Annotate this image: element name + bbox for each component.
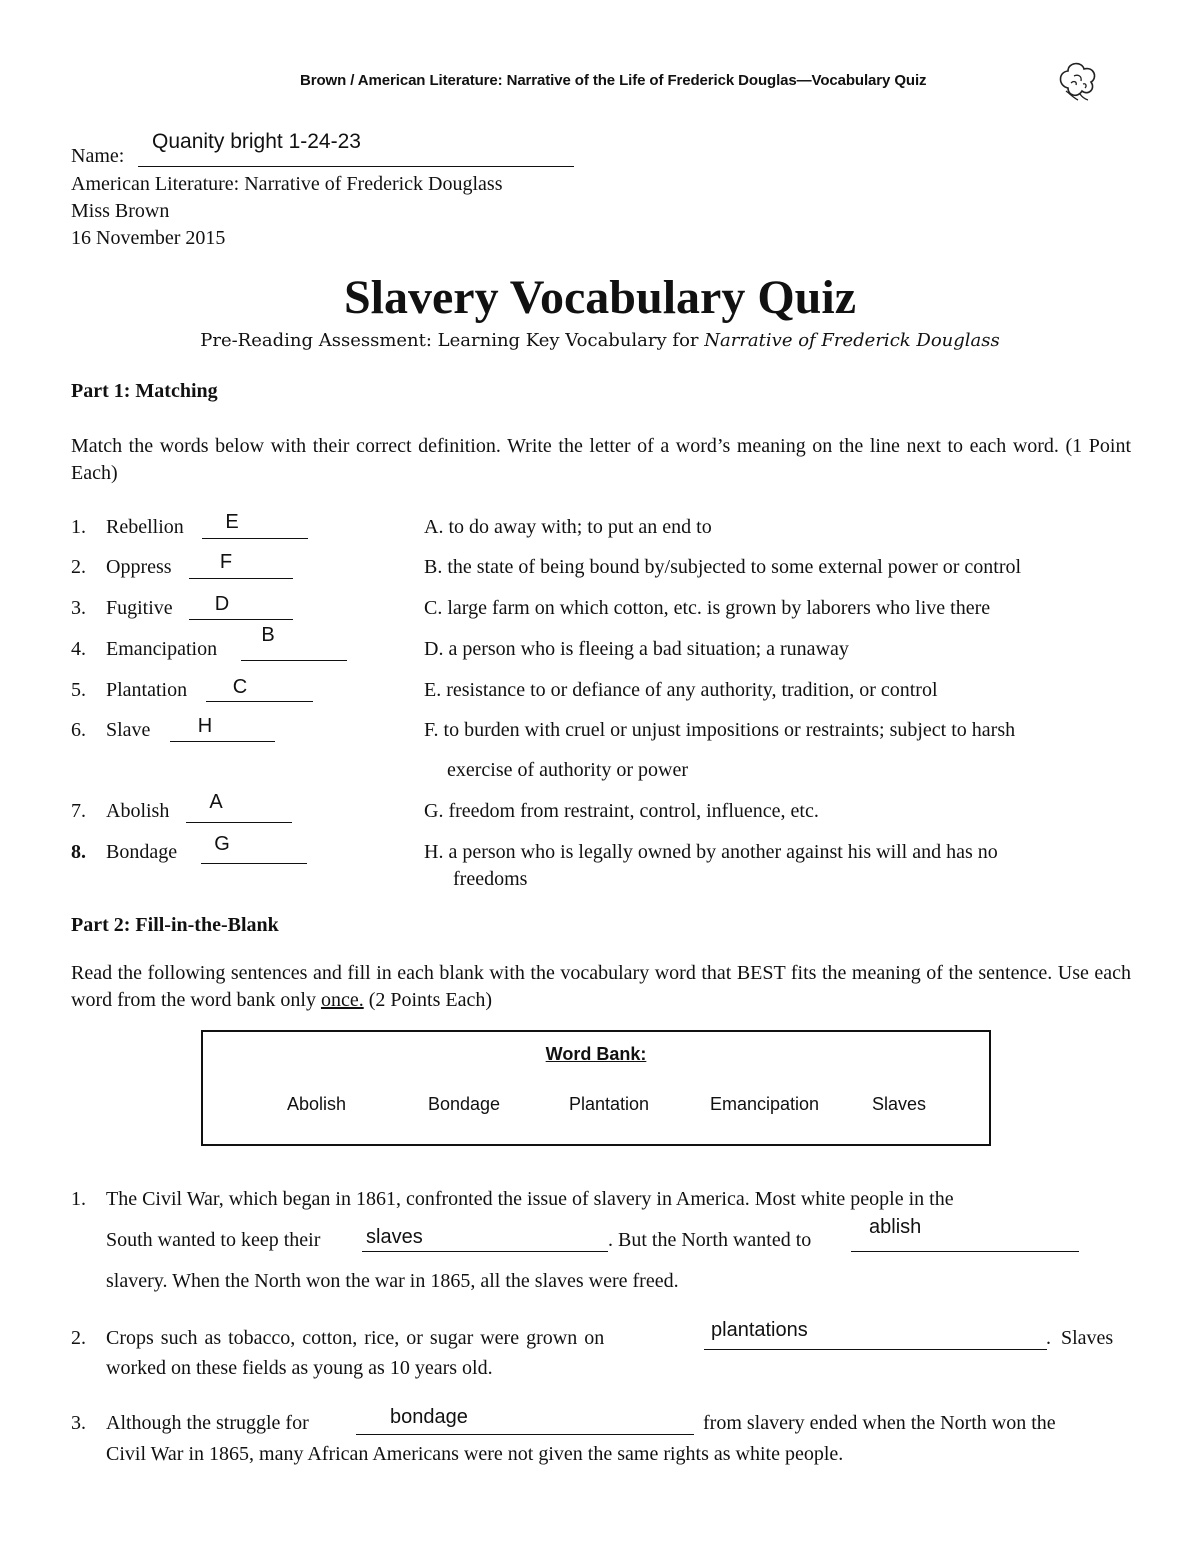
match-term: Rebellion bbox=[106, 516, 184, 538]
match-answer: A bbox=[209, 791, 223, 813]
word-bank-word: Bondage bbox=[428, 1094, 501, 1114]
cotton-boll-icon bbox=[1054, 58, 1100, 102]
definition: B. the state of being bound by/subjected to some external power or control bbox=[424, 556, 1022, 578]
definition: F. to burden with cruel or unjust impositions or restraints; subject to harsh bbox=[424, 719, 1016, 741]
page-subtitle bbox=[0, 330, 1200, 351]
item-number: 1. bbox=[71, 516, 86, 538]
question-text: The Civil War, which began in 1861, confronted the issue of slavery in America. Most white people in the bbox=[106, 1188, 954, 1210]
match-term: Plantation bbox=[106, 679, 188, 701]
word-bank-word: Emancipation bbox=[710, 1094, 820, 1114]
match-answer: D bbox=[214, 593, 230, 615]
question-number: 1. bbox=[71, 1188, 86, 1210]
question-text: slavery. When the North won the war in 1865, all the slaves were freed. bbox=[106, 1270, 679, 1292]
match-answer: E bbox=[225, 511, 239, 533]
subtitle-book-title: Narrative of Frederick Douglass bbox=[704, 330, 1000, 351]
part1-heading: Part 1: Matching bbox=[71, 380, 218, 402]
definition: C. large farm on which cotton, etc. is grown by laborers who live there bbox=[424, 597, 991, 619]
match-term: Bondage bbox=[106, 841, 178, 863]
answer-line[interactable] bbox=[170, 741, 275, 742]
item-number: 3. bbox=[71, 597, 86, 619]
question-text: Although the struggle for bbox=[106, 1412, 309, 1434]
definition: H. a person who is legally owned by another against his will and has no bbox=[424, 841, 998, 863]
question-number: 3. bbox=[71, 1412, 86, 1434]
answer-line[interactable] bbox=[189, 619, 293, 620]
word-bank-word: Abolish bbox=[287, 1094, 347, 1114]
answer-line[interactable] bbox=[186, 822, 292, 823]
definition: E. resistance to or defiance of any authority, tradition, or control bbox=[424, 679, 938, 701]
fill-answer: slaves bbox=[366, 1226, 423, 1248]
match-answer: G bbox=[214, 833, 230, 855]
answer-line[interactable] bbox=[356, 1434, 694, 1435]
teacher-line: Miss Brown bbox=[71, 200, 170, 222]
instructions-points: (2 Points Each) bbox=[363, 989, 493, 1011]
definition-continued: exercise of authority or power bbox=[447, 759, 689, 781]
fill-answer: bondage bbox=[390, 1406, 468, 1428]
item-number: 5. bbox=[71, 679, 86, 701]
word-bank-word: Slaves bbox=[872, 1094, 927, 1114]
subtitle-text: Pre-Reading Assessment: Learning Key Vocabulary for bbox=[200, 330, 705, 351]
question-text: . But the North wanted to bbox=[608, 1229, 812, 1251]
part2-instructions bbox=[71, 960, 1131, 1014]
match-answer: C bbox=[232, 676, 248, 698]
item-number: 4. bbox=[71, 638, 86, 660]
date-line: 16 November 2015 bbox=[71, 227, 226, 249]
answer-line[interactable] bbox=[201, 863, 307, 864]
name-label: Name: bbox=[71, 145, 125, 167]
match-term: Oppress bbox=[106, 556, 172, 578]
match-term: Slave bbox=[106, 719, 151, 741]
answer-line[interactable] bbox=[851, 1251, 1079, 1252]
item-number: 7. bbox=[71, 800, 86, 822]
match-term: Fugitive bbox=[106, 597, 173, 619]
item-number: 2. bbox=[71, 556, 86, 578]
question-text: Crops such as tobacco, cotton, rice, or sugar were grown on bbox=[106, 1327, 605, 1349]
definition-continued: freedoms bbox=[453, 868, 528, 890]
item-number: 8. bbox=[71, 841, 86, 863]
definition: G. freedom from restraint, control, influence, etc. bbox=[424, 800, 819, 822]
fill-answer: plantations bbox=[711, 1319, 808, 1341]
question-text: South wanted to keep their bbox=[106, 1229, 321, 1251]
instructions-text: Read the following sentences and fill in each blank with the vocabulary word that BEST fits the meaning of the sentence. Use each word from the word bank only bbox=[71, 962, 1131, 1011]
answer-line[interactable] bbox=[189, 578, 293, 579]
word-bank-word: Plantation bbox=[569, 1094, 650, 1114]
answer-line[interactable] bbox=[704, 1349, 1047, 1350]
name-field-line[interactable] bbox=[138, 166, 574, 167]
course-line: American Literature: Narrative of Frederick Douglass bbox=[71, 173, 503, 195]
question-text: worked on these fields as young as 10 years old. bbox=[106, 1357, 493, 1379]
match-answer: H bbox=[197, 715, 213, 737]
instructions-emphasis: once. bbox=[320, 989, 364, 1011]
name-value: Quanity bright 1-24-23 bbox=[152, 130, 361, 153]
fill-answer: ablish bbox=[869, 1216, 922, 1238]
match-answer: F bbox=[219, 551, 233, 573]
answer-line[interactable] bbox=[202, 538, 308, 539]
definition: A. to do away with; to put an end to bbox=[424, 516, 712, 538]
match-answer: B bbox=[261, 624, 275, 646]
question-number: 2. bbox=[71, 1327, 86, 1349]
answer-line[interactable] bbox=[241, 660, 347, 661]
definition: D. a person who is fleeing a bad situation; a runaway bbox=[424, 638, 849, 660]
part2-heading: Part 2: Fill-in-the-Blank bbox=[71, 914, 279, 936]
question-text: Civil War in 1865, many African Americans were not given the same rights as white people. bbox=[106, 1443, 844, 1465]
answer-line[interactable] bbox=[362, 1251, 608, 1252]
match-term: Emancipation bbox=[106, 638, 218, 660]
match-term: Abolish bbox=[106, 800, 170, 822]
answer-line[interactable] bbox=[206, 701, 313, 702]
question-text: from slavery ended when the North won the bbox=[698, 1412, 1056, 1434]
page-title: Slavery Vocabulary Quiz bbox=[343, 271, 857, 324]
part1-instructions: Match the words below with their correct definition. Write the letter of a word’s meaning on the line next to each word. (1 Point Each) bbox=[71, 435, 1131, 484]
word-bank bbox=[201, 1030, 991, 1146]
word-bank-title: Word Bank: bbox=[545, 1044, 647, 1064]
item-number: 6. bbox=[71, 719, 86, 741]
running-header: Brown / American Literature: Narrative of the Life of Frederick Douglas—Vocabulary Quiz bbox=[300, 72, 927, 89]
question-text: . Slaves bbox=[1046, 1327, 1114, 1349]
